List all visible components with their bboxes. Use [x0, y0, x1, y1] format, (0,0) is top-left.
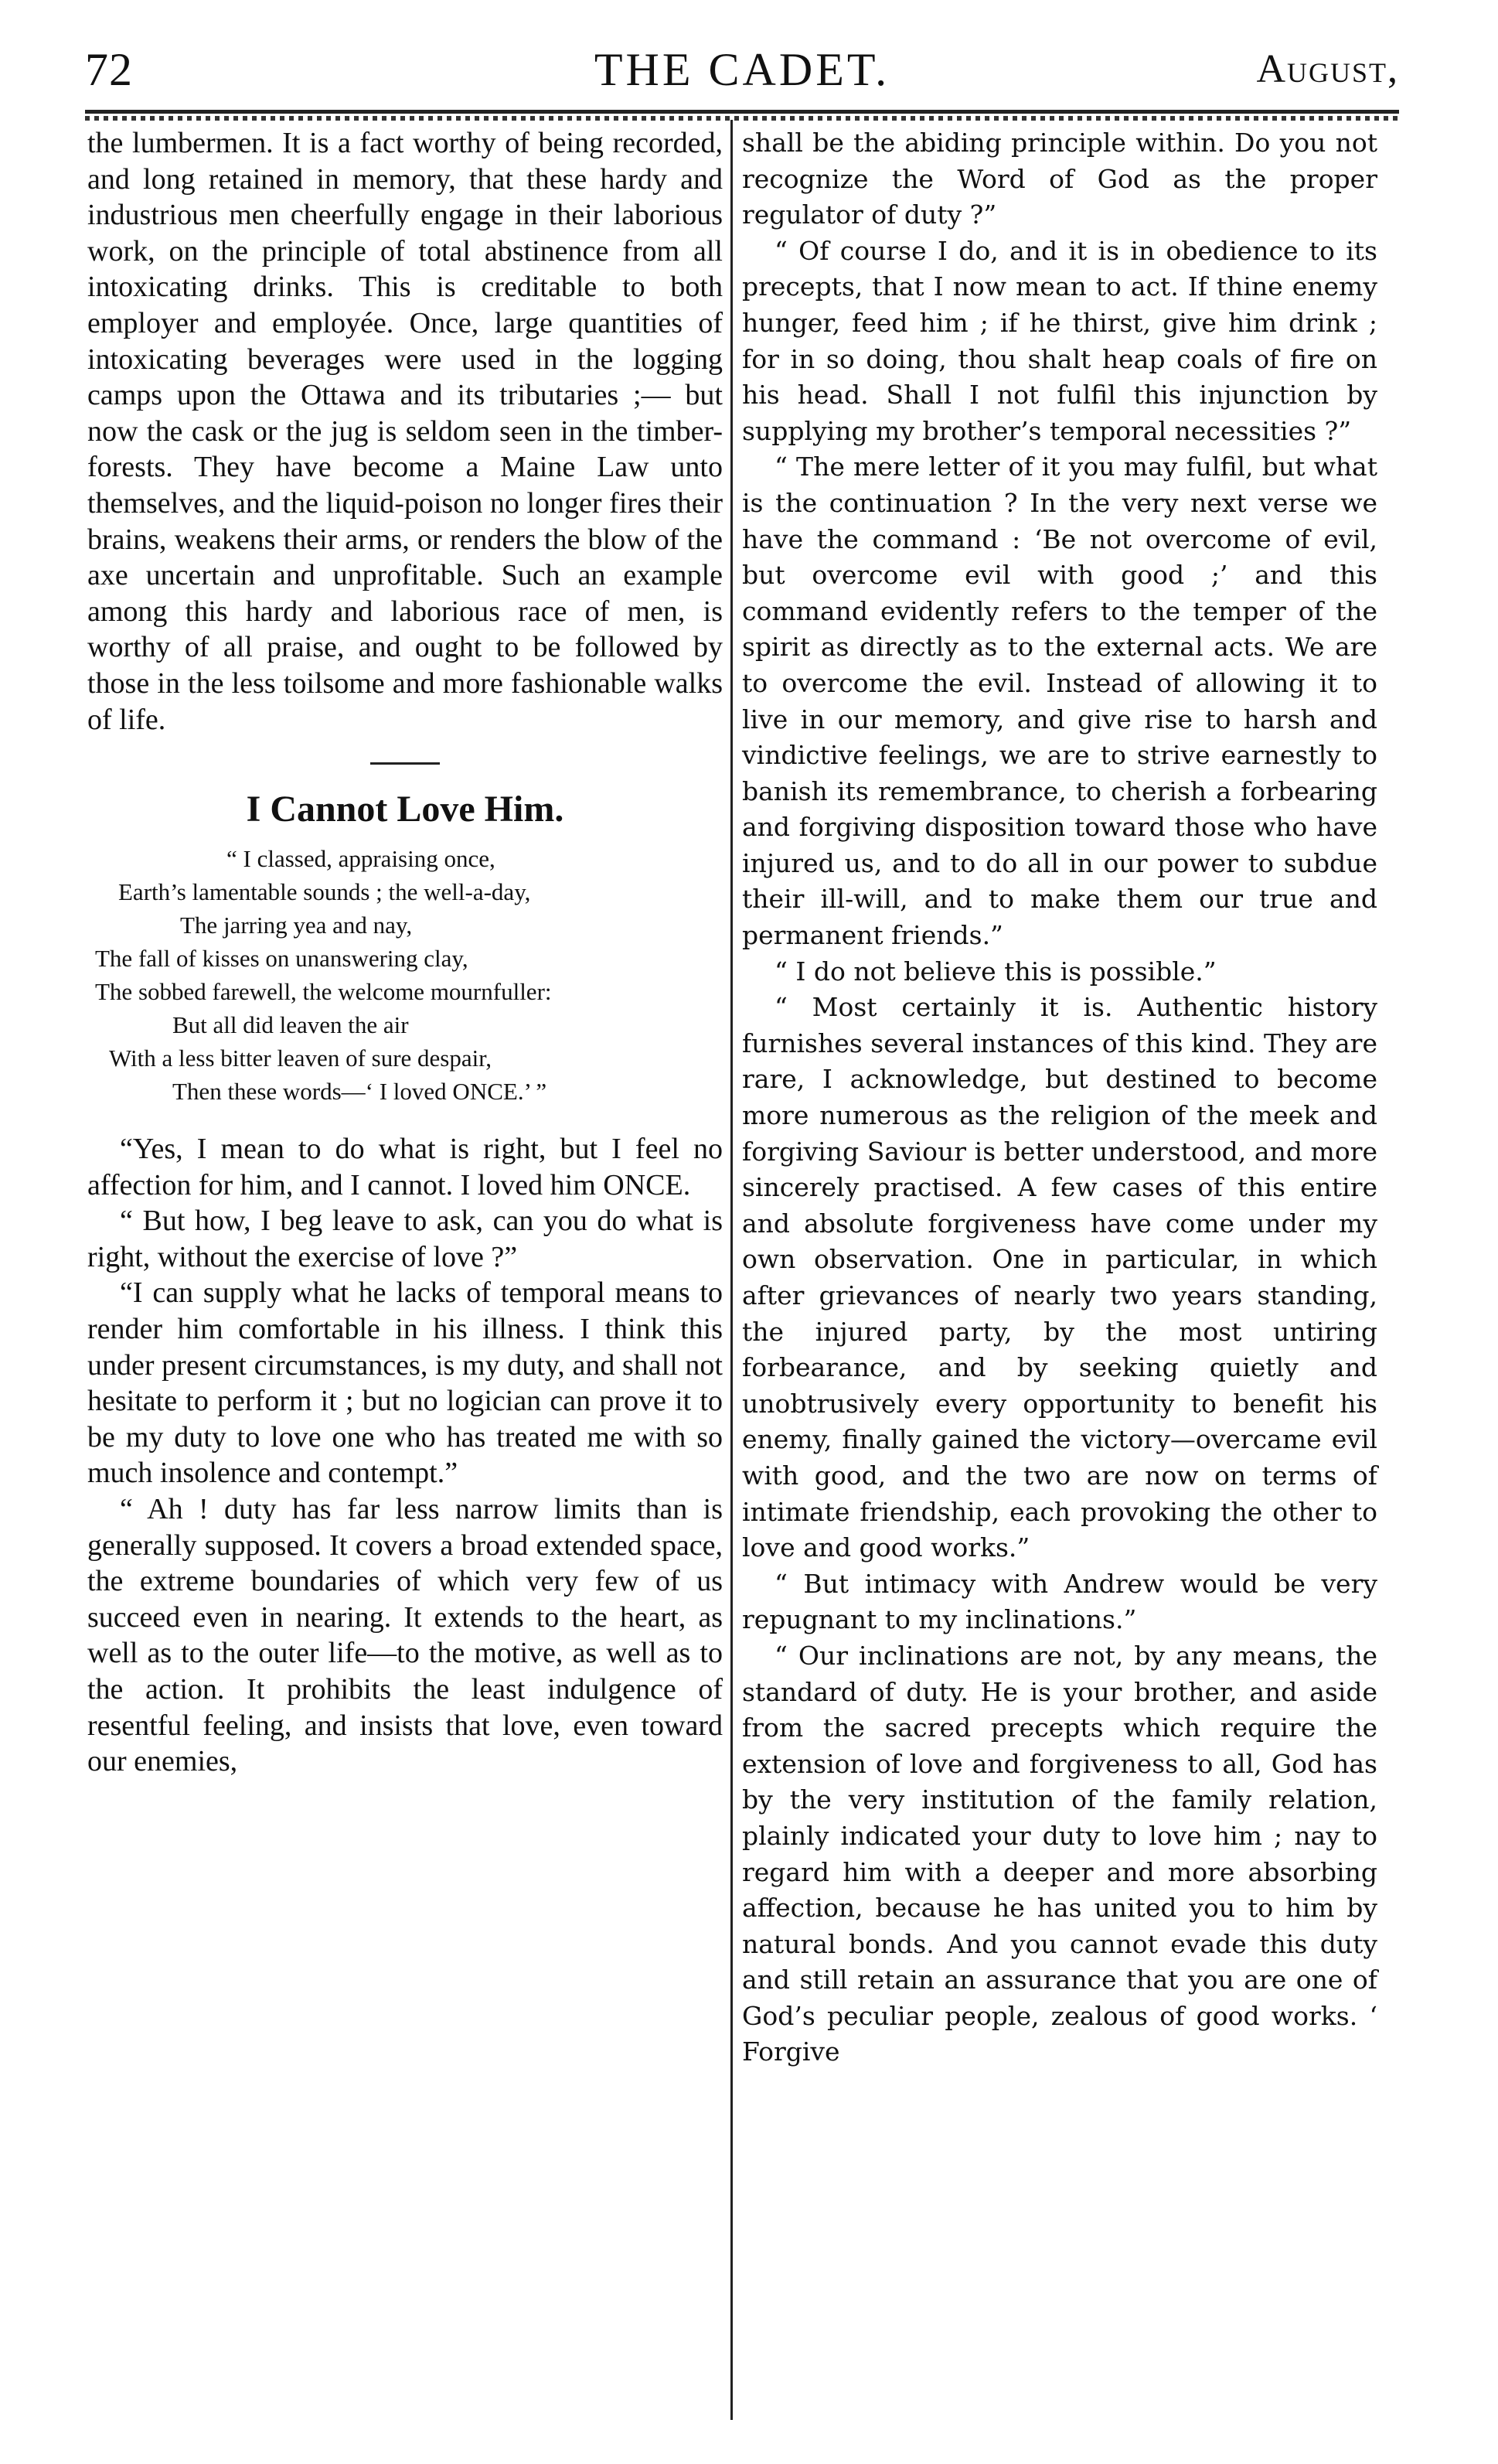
issue-month: August, [1256, 47, 1399, 91]
header-rule [85, 110, 1399, 114]
poem-line: The sobbed farewell, the welcome mournfuller: [95, 978, 552, 1006]
poem-line: Earth’s lamentable sounds ; the well-a-day, [118, 878, 531, 906]
poem-line: With a less bitter leaven of sure despair, [109, 1045, 492, 1072]
opening-paragraph: the lumbermen. It is a fact worthy of being recorded, and long retained in memory, that these hardy and industrious men cheerfully engage in their laborious work, on the principle of total abstinence from all intoxicating drinks. This is creditable to both employer and employée. Once, large quantities of intoxicating beverages were used in the logging camps upon the Ottawa and its tributaries ;— but now the cask or the jug is seldom seen in the timber-forests. They have become a Maine Law unto themselves, and the liquid-poison no longer fires their brains, weakens their arms, or renders the blow of the axe uncertain and unprofitable. Such an example among this hardy and laborious race of men, is worthy of all praise, and ought to be followed by those in the less toilsome and more fashionable walks of life. [87, 127, 723, 736]
column-divider [730, 120, 733, 2420]
page-number: 72 [85, 44, 133, 95]
poem-line: “ I classed, appraising once, [226, 845, 495, 873]
dialogue-paragraph: “ But intimacy with Andrew would be very repugnant to my inclinations.” [742, 1568, 1377, 1635]
dialogue-paragraph: “ I do not believe this is possible.” [775, 956, 1217, 987]
epigraph-poem [87, 842, 723, 1108]
poem-line: But all did leaven the air [172, 1011, 409, 1039]
dialogue-paragraph: “I can supply what he lacks of temporal means to render him comfortable in his illness. I think this under present circumstances, is my duty, and shall not hesitate to perform it ; but no logician can prove it to be my duty to love one who has treated me with so much insolence and contempt.” [87, 1276, 723, 1490]
poem-line: The jarring yea and nay, [180, 912, 413, 939]
dialogue-paragraph: “ Of course I do, and it is in obedience to its precepts, that I now mean to act. If thine enemy hunger, feed him ; if he thirst, give him drink ; for in so doing, thou shalt heap coals of fire on his head. Shall I not fulfil this injunction by supplying my brother’s temporal necessities ?” [742, 235, 1377, 446]
running-head [85, 37, 1399, 107]
header-rule-decorative [85, 116, 1399, 121]
dialogue-paragraph: “Yes, I mean to do what is right, but I feel no affection for him, and I cannot. I loved him ONCE. [87, 1133, 723, 1201]
section-divider [370, 762, 440, 765]
dialogue-paragraph: shall be the abiding principle within. Do you not recognize the Word of God as the proper regulator of duty ?” [742, 128, 1377, 230]
left-column [87, 125, 723, 1780]
poem-line: Then these words—‘ I loved ONCE.’ ” [172, 1078, 547, 1106]
dialogue-paragraph: “ Ah ! duty has far less narrow limits than is generally supposed. It covers a broad extended space, the extreme boundaries of which very few of us succeed even in nearing. It extends to the heart, as well as to the outer life—to the motive, as well as to the action. It prohibits the least indulgence of resentful feeling, and insists that love, even toward our enemies, [87, 1493, 723, 1778]
dialogue-paragraph: “ Most certainly it is. Authentic history furnishes several instances of this kind. They are rare, I acknowledge, but destined to become more numerous as the religion of the meek and forgiving Saviour is better understood, and more sincerely practised. A few cases of this entire and absolute forgiveness have come under my own observation. One in particular, in which after grievances of nearly two years standing, the injured party, by the most untiring forbearance, and by seeking quietly and unobtrusively every opportunity to benefit his enemy, finally gained the victory—overcame evil with good, and the two are now on terms of intimate friendship, each provoking the other to love and good works.” [742, 992, 1377, 1563]
poem-line: The fall of kisses on unanswering clay, [95, 945, 468, 973]
dialogue-paragraph: “ But how, I beg leave to ask, can you do what is right, without the exercise of love ?” [87, 1205, 723, 1273]
dialogue-paragraph: “ The mere letter of it you may fulfil, but what is the continuation ? In the very next verse we have the command : ‘Be not overcome of evil, but overcome evil with good ;’ and this command evidently refers to the temper of the spirit as directly as to the external acts. We are to overcome the evil. Instead of allowing it to live in our memory, and give rise to harsh and vindictive feelings, we are to strive earnestly to banish its remembrance, to cherish a forbearing and forgiving disposition toward those who have injured us, and to do all in our power to subdue their ill-will, and to make them our true and permanent friends.” [742, 452, 1377, 951]
journal-title: THE CADET. [594, 44, 890, 95]
right-column [742, 125, 1377, 2070]
story-title: I Cannot Love Him. [246, 789, 564, 830]
dialogue-paragraph: “ Our inclinations are not, by any means, the standard of duty. He is your brother, and aside from the sacred precepts which require the extension of love and forgiveness to all, God has by the very institution of the family relation, plainly indicated your duty to love him ; nay to regard him with a deeper and more absorbing affection, because he has united you to him by natural bonds. And you cannot evade this duty and still retain an assurance that you are one of God’s peculiar people, zealous of good works. ‘ Forgive [742, 1640, 1377, 2067]
